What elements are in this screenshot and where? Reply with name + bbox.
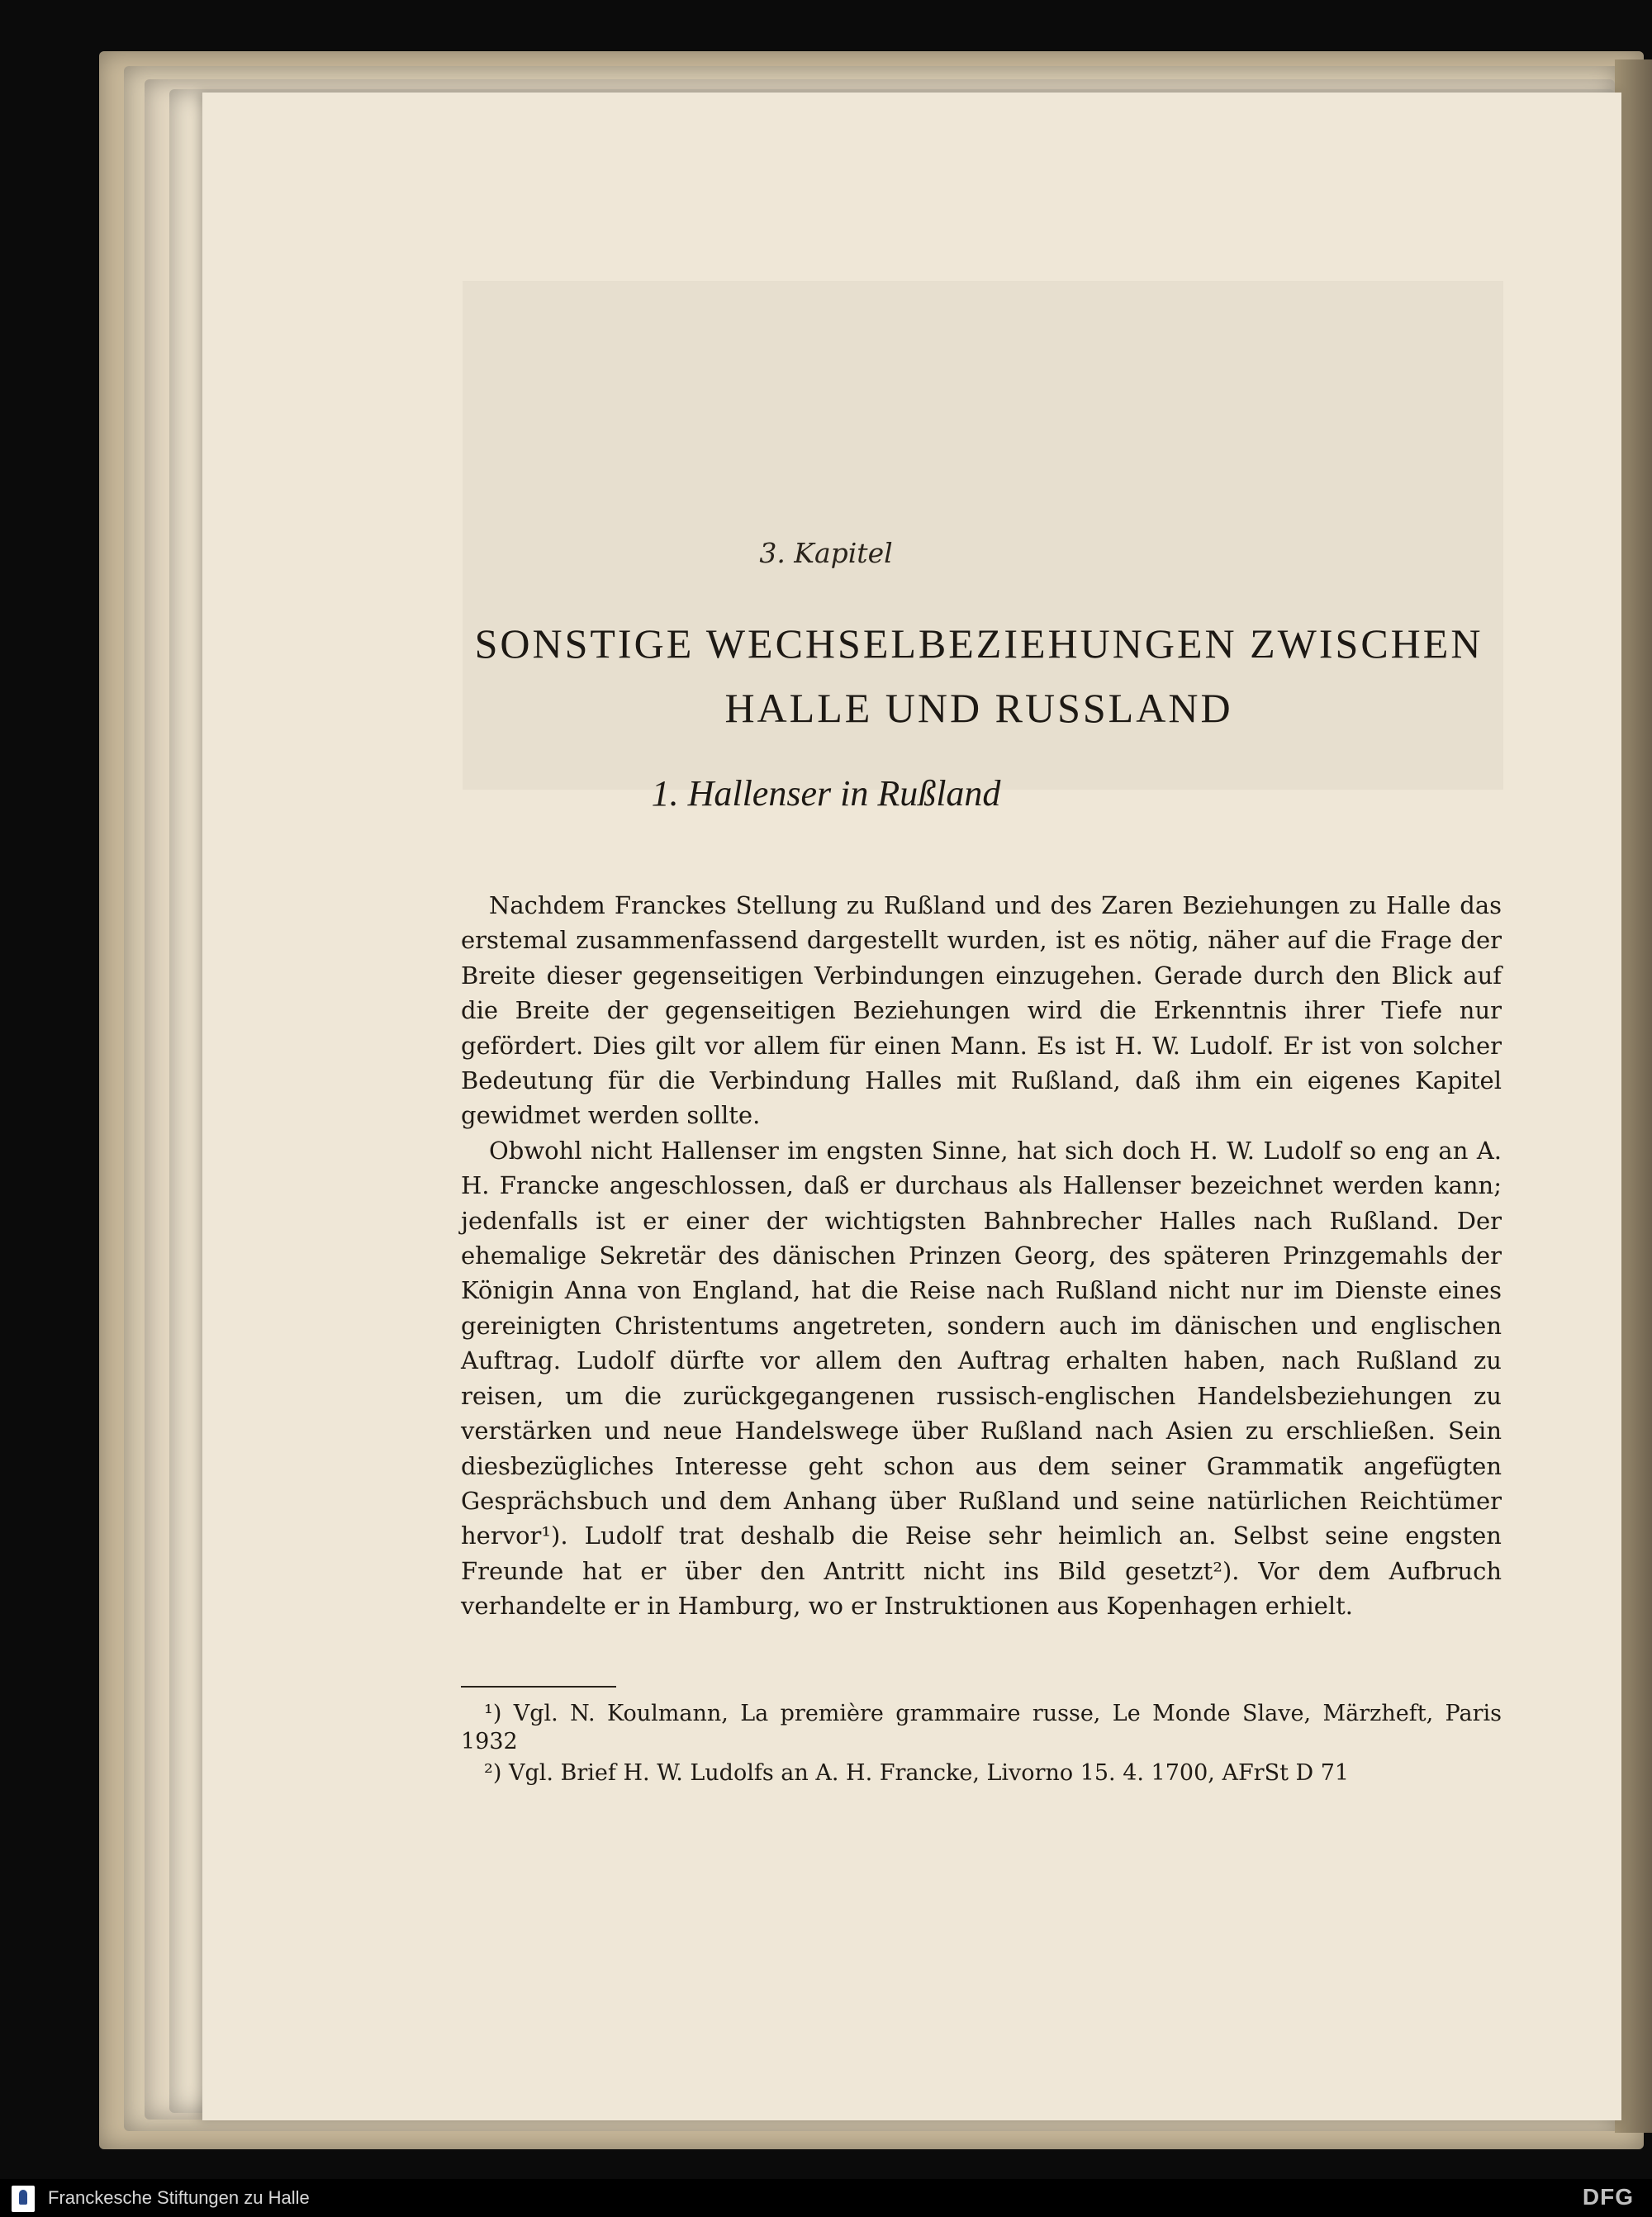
chapter-title-line-1: SONSTIGE WECHSELBEZIEHUNGEN ZWISCHEN [474,620,1483,667]
viewer-status-bar [0,2179,1652,2217]
paragraph-1: Nachdem Franckes Stellung zu Rußland und des Zaren Beziehungen zu Halle das erstemal zusammenfassend dargestellt wurden, ist es nötig, näher auf die Frage der Breite dieser gegenseitigen Verbindungen einzugehen. Gerade durch den Blick auf die Breite der gegenseitigen Beziehungen wird die Erkenntnis ihrer Tiefe nur gefördert. Dies gilt vor allem für einen Mann. Es ist H. W. Ludolf. Er ist von solcher Bedeutung für die Verbindung Halles mit Rußland, daß ihm ein eigenes Kapitel gewidmet werden sollte. [461,891,1502,1130]
institution-logo-icon[interactable] [12,2186,35,2212]
footnote-rule [461,1686,616,1688]
chapter-label: 3. Kapitel [759,537,893,569]
footnotes [461,1700,1502,1791]
paragraph-2: Obwohl nicht Hallenser im engsten Sinne, hat sich doch H. W. Ludolf so eng an A. H. Francke angeschlossen, daß er durchaus als Hallenser bezeichnet werden kann; jedenfalls ist er einer der wichtigsten Bahnbrecher Halles nach Rußland. Der ehemalige Sekretär des dänischen Prinzen Georg, des späteren Prinzgemahls der Königin Anna von England, hat die Reise nach Rußland nicht nur im Dienste eines gereinigten Christentums angetreten, sondern auch im dänischen und englischen Auftrag. Ludolf dürfte vor allem den Auftrag erhalten haben, nach Rußland zu reisen, um die zurückgegangenen russisch-englischen Handelsbeziehungen zu verstärken und neue Handelswege über Rußland nach Asien zu erschließen. Sein diesbezügliches Interesse geht schon aus dem seiner Grammatik angefügten Gesprächsbuch und dem Anhang über Rußland und seine natürlichen Reichtümer hervor¹). Ludolf trat deshalb die Reise sehr heimlich an. Selbst seine engsten Freunde hat er über den Antritt nicht ins Bild gesetzt²). Vor dem Aufbruch verhandelte er in Hamburg, wo er Instruktionen aus Kopenhagen erhielt. [461,1136,1502,1621]
footnote-1: ¹) Vgl. N. Koulmann, La première grammaire russe, Le Monde Slave, Märzheft, Paris 1932 [461,1701,1502,1754]
footnote-2: ²) Vgl. Brief H. W. Ludolfs an A. H. Francke, Livorno 15. 4. 1700, AFrSt D 71 [484,1760,1350,1786]
body-text [461,888,1502,1624]
dfg-logo[interactable]: DFG [1582,2184,1634,2210]
chapter-title-line-2: HALLE UND RUSSLAND [724,685,1233,731]
chapter-title [450,611,1507,740]
section-title: 1. Hallenser in Rußland [651,773,1001,814]
institution-name[interactable]: Franckesche Stiftungen zu Halle [48,2187,310,2208]
